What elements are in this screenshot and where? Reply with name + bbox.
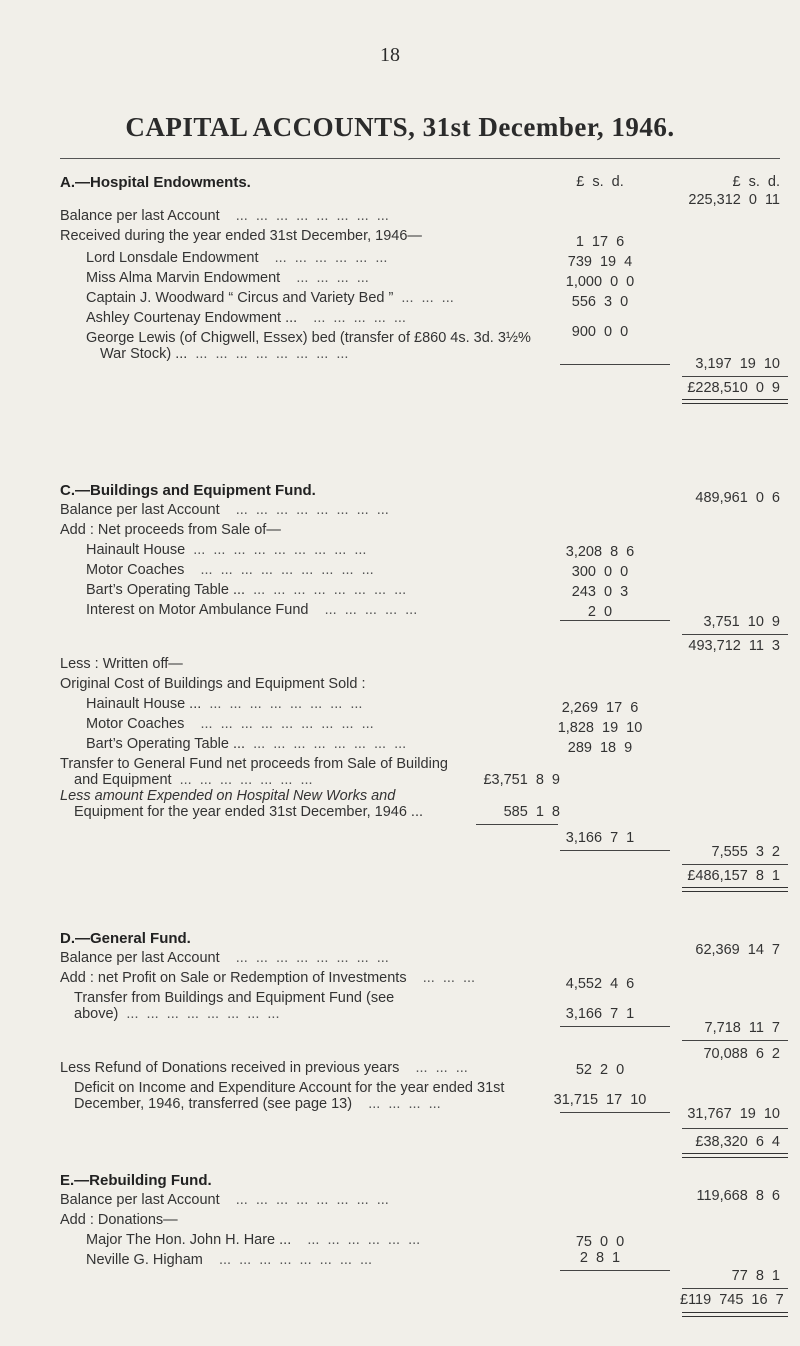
section-a-item-label: George Lewis (of Chigwell, Essex) bed (transfer of £860 4s. 3d. 3½% xyxy=(86,330,531,346)
section-a-item-label: Lord Lonsdale Endowment ... ... ... ... ... ... xyxy=(86,250,388,266)
section-d-add-amount: 4,552 4 6 xyxy=(565,976,635,992)
section-e-double-rule xyxy=(682,1312,788,1317)
title-rule xyxy=(60,158,780,159)
section-a-received-label: Received during the year ended 31st December, 1946— xyxy=(60,228,422,244)
section-a-heading: A.—Hospital Endowments. xyxy=(60,174,251,191)
section-c-item-label: Hainault House ... ... ... ... ... ... ... ... ... xyxy=(86,542,367,558)
section-a-total-rule xyxy=(682,376,788,377)
section-e-item-amount: 2 8 1 xyxy=(579,1250,621,1266)
column-header-1: £ s. d. xyxy=(576,174,624,190)
section-d-less-rule xyxy=(560,1112,670,1113)
section-c-expended-rule xyxy=(476,824,558,825)
section-a-item-label: Miss Alma Marvin Endowment ... ... ... ... xyxy=(86,270,369,286)
section-a-double-rule xyxy=(682,399,788,404)
section-c-total: £486,157 8 1 xyxy=(687,868,780,884)
section-e-item-amount: 75 0 0 xyxy=(575,1234,625,1250)
section-a-item-amount: 556 3 0 xyxy=(571,294,629,310)
section-d-add-total: 7,718 11 7 xyxy=(704,1020,780,1036)
section-c-item-amount: 3,208 8 6 xyxy=(565,544,635,560)
section-c-less-item-amount: 1,828 19 10 xyxy=(557,720,643,736)
section-c-item-label: Interest on Motor Ambulance Fund ... ... ... ... ... xyxy=(86,602,418,618)
column-header-2: £ s. d. xyxy=(732,174,780,190)
page-title: CAPITAL ACCOUNTS, 31st December, 1946. xyxy=(125,112,675,142)
section-c-less-total: 7,555 3 2 xyxy=(711,844,780,860)
section-d-balance-label: Balance per last Account ... ... ... ... ... ... ... ... xyxy=(60,950,389,966)
section-c-gross: 493,712 11 3 xyxy=(688,638,780,654)
section-e-add-rule xyxy=(560,1270,670,1271)
section-d-transfer-label-2: above) ... ... ... ... ... ... ... ... xyxy=(74,1006,280,1022)
section-d-balance-amount: 62,369 14 7 xyxy=(695,942,780,958)
section-d-total: £38,320 6 4 xyxy=(695,1134,780,1150)
page-number: 18 xyxy=(380,44,400,66)
section-c-less-item-amount: 289 18 9 xyxy=(567,740,633,756)
section-a-item-amount: 1 17 6 xyxy=(575,234,625,250)
section-c-item-amount: 2 0 xyxy=(587,604,613,620)
section-a-item-amount: 739 19 4 xyxy=(567,254,633,270)
section-c-add-rule xyxy=(560,620,670,621)
section-c-less-rule xyxy=(560,850,670,851)
section-a-balance-amount: 225,312 0 11 xyxy=(688,192,780,208)
section-c-transfer-amount: £3,751 8 9 xyxy=(483,772,560,788)
section-c-item-label: Motor Coaches ... ... ... ... ... ... ... ... ... xyxy=(86,562,374,578)
section-c-item-amount: 300 0 0 xyxy=(571,564,629,580)
section-c-less-item-label: Motor Coaches ... ... ... ... ... ... ... ... ... xyxy=(86,716,374,732)
section-e-total-rule xyxy=(682,1288,788,1289)
section-e-total: £119 745 16 7 xyxy=(680,1292,784,1308)
section-c-net-transfer: 3,166 7 1 xyxy=(565,830,635,846)
section-e-add-label: Add : Donations— xyxy=(60,1212,178,1228)
section-e-item-label: Neville G. Higham ... ... ... ... ... ... ... ... xyxy=(86,1252,373,1268)
section-a-item-label: Captain J. Woodward “ Circus and Variety Bed ” ... ... ... xyxy=(86,290,454,306)
section-d-deficit-amount: 31,715 17 10 xyxy=(553,1092,647,1108)
section-a-item-amount: 1,000 0 0 xyxy=(565,274,635,290)
section-c-item-label: Bart’s Operating Table ... ... ... ... ... ... ... ... ... xyxy=(86,582,407,598)
section-c-total-rule xyxy=(682,864,788,865)
section-d-total-rule xyxy=(682,1128,788,1129)
section-e-item-label: Major The Hon. John H. Hare ... ... ... ... ... ... ... xyxy=(86,1232,421,1248)
section-d-add-label: Add : net Profit on Sale or Redemption of Investments ... ... ... xyxy=(60,970,476,986)
section-a-item-amount: 900 0 0 xyxy=(571,324,629,340)
section-d-less-total: 31,767 19 10 xyxy=(687,1106,780,1122)
section-d-transfer-label: Transfer from Buildings and Equipment Fund (see xyxy=(74,990,395,1006)
section-c-less-item-amount: 2,269 17 6 xyxy=(561,700,639,716)
section-c-expended-label: Less amount Expended on Hospital New Works and xyxy=(60,788,396,804)
section-a-item-label: Ashley Courtenay Endowment ... ... ... ... ... ... xyxy=(86,310,406,326)
section-d-less-label: Less Refund of Donations received in previous years ... ... ... xyxy=(60,1060,468,1076)
section-e-balance-label: Balance per last Account ... ... ... ... ... ... ... ... xyxy=(60,1192,389,1208)
section-c-transfer-label-2: and Equipment ... ... ... ... ... ... ... xyxy=(74,772,313,788)
section-c-original-label: Original Cost of Buildings and Equipment Sold : xyxy=(60,676,366,692)
section-c-less-label: Less : Written off— xyxy=(60,656,183,672)
section-d-add-rule xyxy=(560,1026,670,1027)
section-d-gross: 70,088 6 2 xyxy=(703,1046,780,1062)
section-c-double-rule xyxy=(682,887,788,892)
section-d-transfer-amount: 3,166 7 1 xyxy=(565,1006,635,1022)
section-c-transfer-label: Transfer to General Fund net proceeds from Sale of Building xyxy=(60,756,448,772)
section-c-less-item-label: Hainault House ... ... ... ... ... ... ... ... ... xyxy=(86,696,363,712)
section-e-add-total: 77 8 1 xyxy=(731,1268,780,1284)
section-a-balance-label: Balance per last Account ... ... ... ... ... ... ... ... xyxy=(60,208,389,224)
section-a-subtotal-rule xyxy=(560,364,670,365)
section-c-less-item-label: Bart’s Operating Table ... ... ... ... ... ... ... ... ... xyxy=(86,736,407,752)
section-a-item-label: War Stock) ... ... ... ... ... ... ... ... ... xyxy=(100,346,349,362)
section-c-add-total: 3,751 10 9 xyxy=(703,614,780,630)
section-d-gross-rule xyxy=(682,1040,788,1041)
section-d-deficit-label: Deficit on Income and Expenditure Account for the year ended 31st xyxy=(74,1080,505,1096)
section-c-add-label: Add : Net proceeds from Sale of— xyxy=(60,522,281,538)
section-c-expended-amount: 585 1 8 xyxy=(503,804,560,820)
section-c-balance-label: Balance per last Account ... ... ... ... ... ... ... ... xyxy=(60,502,389,518)
section-c-gross-rule xyxy=(682,634,788,635)
section-a-total: £228,510 0 9 xyxy=(687,380,780,396)
section-e-balance-amount: 119,668 8 6 xyxy=(696,1188,780,1204)
section-c-balance-amount: 489,961 0 6 xyxy=(695,490,780,506)
section-d-double-rule xyxy=(682,1153,788,1158)
section-c-expended-label-2: Equipment for the year ended 31st December, 1946 ... xyxy=(74,804,424,820)
section-e-heading: E.—Rebuilding Fund. xyxy=(60,1172,212,1189)
section-d-heading: D.—General Fund. xyxy=(60,930,191,947)
section-d-less-amount: 52 2 0 xyxy=(575,1062,625,1078)
section-a-subtotal: 3,197 19 10 xyxy=(695,356,780,372)
section-c-item-amount: 243 0 3 xyxy=(571,584,629,600)
section-d-deficit-label-2: December, 1946, transferred (see page 13) ... ... ... ... xyxy=(74,1096,441,1112)
section-c-heading: C.—Buildings and Equipment Fund. xyxy=(60,482,316,499)
